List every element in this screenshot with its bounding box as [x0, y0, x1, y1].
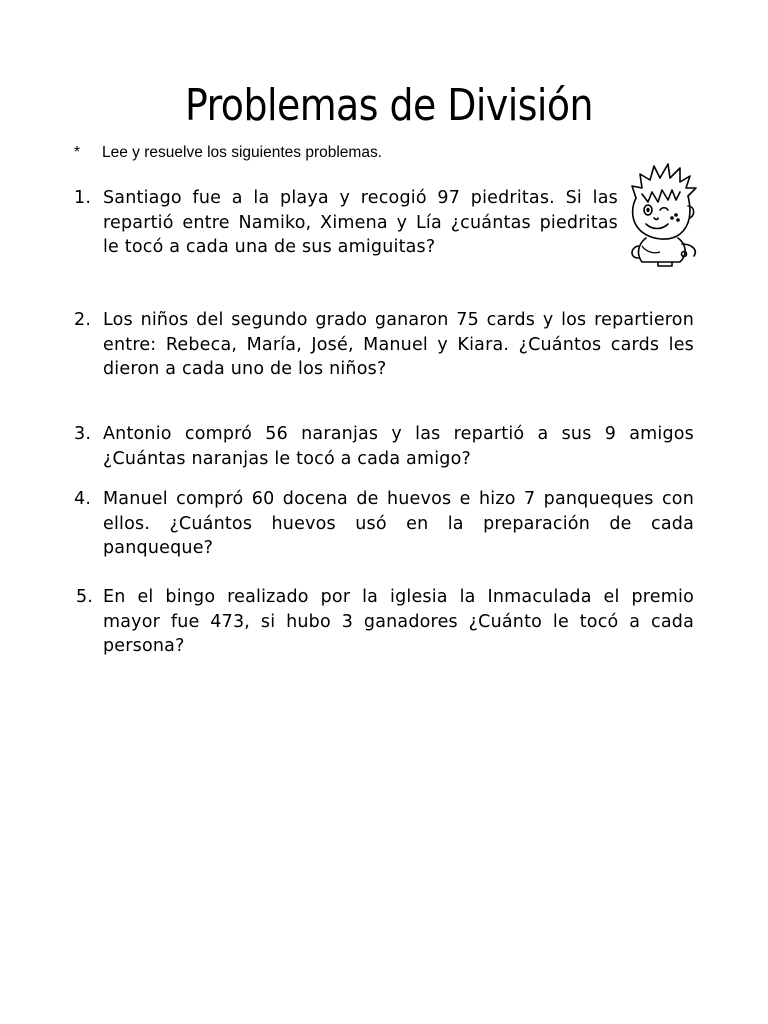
- problem-number: 3.: [74, 424, 92, 444]
- problem-2: [74, 308, 694, 382]
- problem-1: [74, 186, 618, 260]
- problem-4: [74, 487, 694, 561]
- problem-number: 4.: [74, 489, 92, 509]
- problem-3: [74, 422, 694, 471]
- problem-number: 1.: [74, 188, 92, 208]
- problem-text: Santiago fue a la playa y recogió 97 piedritas. Si las repartió entre Namiko, Ximena y Lía ¿cuántas piedritas le tocó a cada una de sus amiguitas?: [103, 188, 618, 257]
- instruction-line: [74, 142, 382, 164]
- problem-text: Antonio compró 56 naranjas y las repartió a sus 9 amigos ¿Cuántas naranjas le tocó a cada amigo?: [103, 424, 694, 469]
- problem-5: [74, 585, 694, 659]
- cartoon-child-icon: [622, 158, 706, 268]
- problem-text: Manuel compró 60 docena de huevos e hizo 7 panqueques con ellos. ¿Cuántos huevos usó en la preparación de cada panqueque?: [103, 489, 694, 558]
- problem-text: En el bingo realizado por la iglesia la Inmaculada el premio mayor fue 473, si hubo 3 ganadores ¿Cuánto le tocó a cada persona?: [103, 587, 694, 656]
- problem-number: 2.: [74, 310, 92, 330]
- problem-text: Los niños del segundo grado ganaron 75 cards y los repartieron entre: Rebeca, María, José, Manuel y Kiara. ¿Cuántos cards les dieron a cada uno de los niños?: [103, 310, 694, 379]
- problem-number: 5.: [76, 587, 94, 607]
- page-title: Problemas de División: [184, 80, 594, 131]
- instruction-bullet: *: [74, 144, 81, 161]
- instruction-text: Lee y resuelve los siguientes problemas.: [102, 144, 383, 161]
